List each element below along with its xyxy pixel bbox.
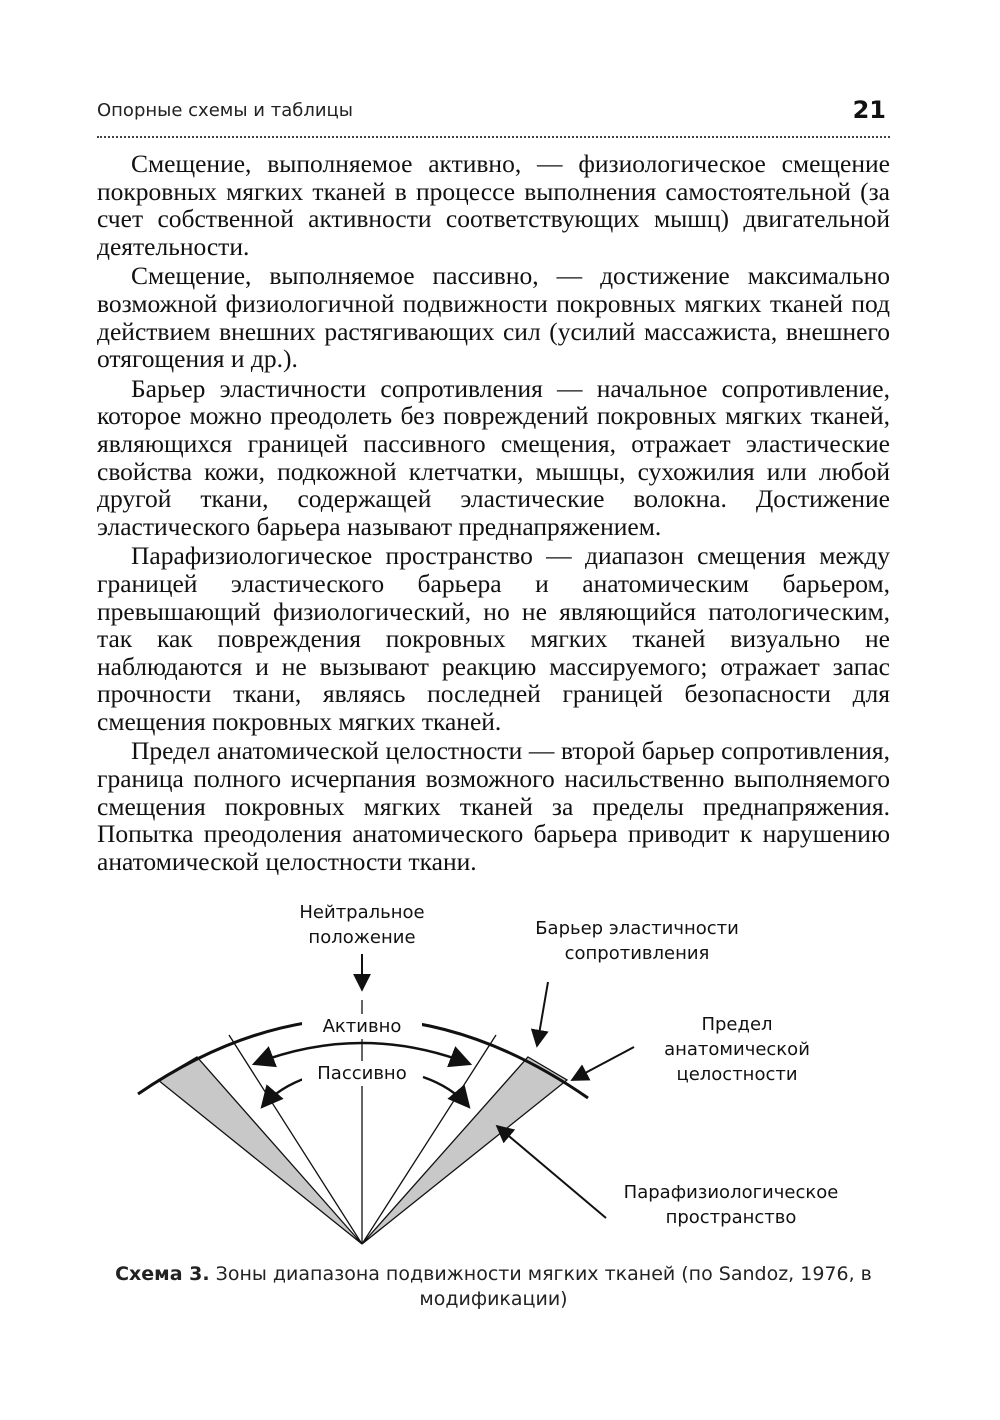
paragraph-active-displacement: Смещение, выполняемое активно, — физиологическое смещение покровных мягких тканей в процессе выполнения самостоятельной (за счет собственной активности соответствующих мышц) двигательной деятельности. xyxy=(97,149,890,261)
paragraph-passive-displacement: Смещение, выполняемое пассивно, — достижение максимально возможной физиологичной подвижности покровных мягких тканей под действием внешних растягивающих сил (усилий массажиста, внешнего отягощения и др.). xyxy=(97,261,890,374)
label-anatomical-limit xyxy=(632,1012,842,1087)
page-number: 21 xyxy=(852,96,886,124)
label-neutral-line2: положение xyxy=(308,927,416,948)
label-anat-line2: анатомической xyxy=(664,1039,810,1060)
running-head xyxy=(97,96,890,138)
paragraph-paraphysiological-space: Парафизиологическое пространство — диапазон смещения между границей эластического барьера и анатомическим барьером, превышающий физиологический, но не являющийся патологическим, так как повреждения покровных мягких тканей визуально не наблюдаются и не вызывают реакцию массируемого; отражает запас прочности ткани, являясь последней границей безопасности для смещения покровных мягких тканей. xyxy=(97,541,890,736)
paragraph-anatomical-limit: Предел анатомической целостности — второй барьер сопротивления, граница полного исчерпания возможного насильственно выполняемого смещения покровных мягких тканей за пределы преднапряжения. Попытка преодоления анатомического барьера приводит к нарушению анатомической целостности ткани. xyxy=(97,736,890,876)
label-anat-line3: целостности xyxy=(676,1064,798,1085)
label-para-line1: Парафизиологическое xyxy=(623,1182,839,1203)
caption-label: Схема 3. xyxy=(115,1263,210,1285)
label-active: Активно xyxy=(302,1014,422,1039)
label-elastic-line2: сопротивления xyxy=(564,943,710,964)
range-of-motion-diagram xyxy=(0,890,1000,1250)
label-neutral-position xyxy=(272,900,452,950)
caption-text: Зоны диапазона подвижности мягких тканей (по Sandoz, 1976, в модификации) xyxy=(215,1263,872,1310)
body-text xyxy=(97,150,890,877)
elastic-barrier-arrow xyxy=(537,982,548,1046)
label-neutral-line1: Нейтральное xyxy=(299,902,425,923)
figure-caption xyxy=(97,1262,890,1312)
passive-arrow-right xyxy=(423,1077,469,1107)
label-paraphysiological-space xyxy=(600,1180,862,1230)
label-elastic-barrier xyxy=(512,916,762,966)
label-para-line2: пространство xyxy=(665,1207,797,1228)
label-anat-line1: Предел xyxy=(701,1014,773,1035)
paragraph-elastic-barrier: Барьер эластичности сопротивления — начальное сопротивление, которое можно преодолеть без повреждений покровных мягких тканей, являющихся границей пассивного смещения, отражает эластические свойства кожи, подкожной клетчатки, мышцы, сухожилия или любой другой ткани, содержащей эластические волокна. Достижение эластического барьера называют преднапряжением. xyxy=(97,373,890,541)
label-passive: Пассивно xyxy=(302,1061,422,1086)
running-title: Опорные схемы и таблицы xyxy=(97,100,353,121)
anatomical-limit-arrow xyxy=(572,1047,634,1080)
label-elastic-line1: Барьер эластичности xyxy=(535,918,739,939)
paraphysiological-arrow xyxy=(497,1126,606,1218)
